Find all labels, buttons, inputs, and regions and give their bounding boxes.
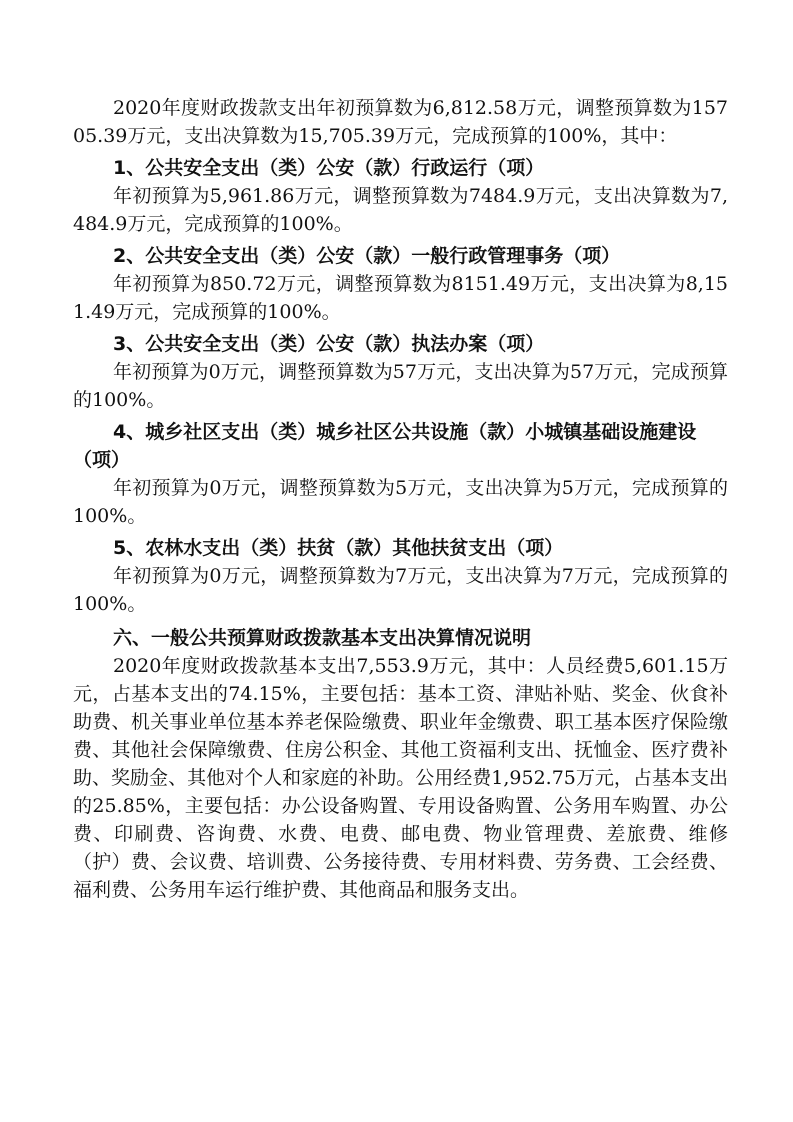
section-six-body: 2020年度财政拨款基本支出7,553.9万元，其中：人员经费5,601.15万元，占基本支出的74.15%，主要包括：基本工资、津贴补贴、奖金、伙食补助费、机关事业单位基本养老保险缴费、职业年金缴费、职工基本医疗保险缴费、其他社会保障缴费、住房公积金、其他工资福利支出、抚恤金、医疗费补助、奖励金、其他对个人和家庭的补助。公用经费1,952.75万元，占基本支出的25.85%，主要包括：办公设备购置、专用设备购置、公务用车购置、办公费、印刷费、咨询费、水费、电费、邮电费、物业管理费、差旅费、维修（护）费、会议费、培训费、公务接待费、专用材料费、劳务费、工会经费、福利费、公务用车运行维护费、其他商品和服务支出。 [73, 655, 728, 901]
item-4-body: 年初预算为0万元，调整预算数为5万元，支出决算为5万元，完成预算的100%。 [73, 477, 728, 527]
document-body [73, 94, 728, 904]
item-5-body: 年初预算为0万元，调整预算数为7万元，支出决算为7万元，完成预算的100%。 [73, 565, 728, 615]
section-six-heading: 六、一般公共预算财政拨款基本支出决算情况说明 [113, 627, 532, 649]
item-2-body: 年初预算为850.72万元，调整预算数为8151.49万元，支出决算为8,151.49万元，完成预算的100%。 [73, 273, 728, 323]
item-1-body: 年初预算为5,961.86万元，调整预算数为7484.9万元，支出决算数为7,484.9万元，完成预算的100%。 [73, 185, 728, 235]
item-2-heading: 2、公共安全支出（类）公安（款）一般行政管理事务（项） [113, 245, 621, 267]
item-5-heading: 5、农林水支出（类）扶贫（款）其他扶贫支出（项） [113, 537, 564, 559]
item-1-heading: 1、公共安全支出（类）公安（款）行政运行（项） [113, 157, 545, 179]
item-3-heading: 3、公共安全支出（类）公安（款）执法办案（项） [113, 333, 545, 355]
item-3-body: 年初预算为0万元，调整预算数为57万元，支出决算为57万元，完成预算的100%。 [73, 361, 728, 411]
intro-paragraph: 2020年度财政拨款支出年初预算数为6,812.58万元，调整预算数为15705.39万元，支出决算数为15,705.39万元，完成预算的100%，其中： [73, 97, 728, 147]
item-4-heading: 4、城乡社区支出（类）城乡社区公共设施（款）小城镇基础设施建设（项） [73, 421, 697, 471]
